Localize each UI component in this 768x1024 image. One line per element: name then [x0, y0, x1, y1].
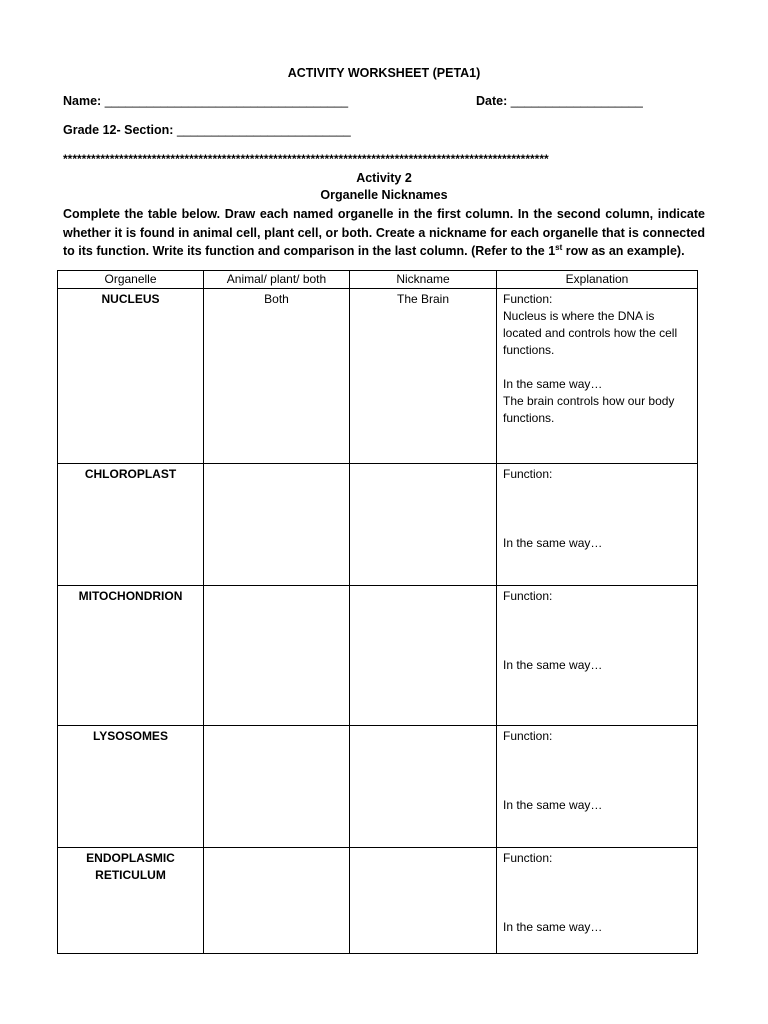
same-way-label: In the same way… — [503, 658, 603, 672]
instructions-text: Complete the table below. Draw each named organelle in the first column. In the second column, indicate whether it is found in animal cell, plant cell, or both. Create a nickname for each organelle that is connected to its function. Write its function and comparison in the last column. (Refer to the 1 — [63, 207, 705, 258]
same-way-text: The brain controls how our body functions. — [503, 394, 675, 425]
function-label: Function: — [503, 292, 553, 306]
table-row-lysosomes — [58, 726, 698, 848]
header-organelle: Organelle — [58, 271, 204, 289]
type-cell[interactable] — [204, 726, 350, 848]
function-label: Function: — [503, 589, 553, 603]
explanation-cell[interactable] — [497, 586, 698, 726]
activity-title: Activity 2 — [356, 171, 412, 185]
date-field — [476, 94, 643, 108]
table-header-row — [58, 271, 698, 289]
explanation-cell[interactable] — [497, 464, 698, 586]
same-way-label: In the same way… — [503, 377, 603, 391]
nickname-cell[interactable] — [350, 848, 497, 954]
grade-section-blank[interactable]: _________________________ — [176, 123, 351, 137]
organelle-table — [57, 270, 698, 954]
same-way-label: In the same way… — [503, 920, 603, 934]
nickname-cell[interactable] — [350, 726, 497, 848]
organelle-cell[interactable]: NUCLEUS — [58, 289, 204, 464]
name-blank[interactable]: ___________________________________ — [104, 94, 349, 108]
header-animal-plant-both: Animal/ plant/ both — [204, 271, 350, 289]
nickname-cell[interactable] — [350, 586, 497, 726]
type-cell[interactable]: Both — [204, 289, 350, 464]
name-label: Name: — [63, 94, 102, 108]
nickname-cell[interactable]: The Brain — [350, 289, 497, 464]
separator-line: ******************************************************************************************************** — [63, 152, 549, 166]
activity-subtitle: Organelle Nicknames — [320, 188, 448, 202]
organelle-cell[interactable]: CHLOROPLAST — [58, 464, 204, 586]
organelle-cell[interactable]: ENDOPLASMIC RETICULUM — [58, 848, 204, 954]
function-label: Function: — [503, 467, 553, 481]
date-label: Date: — [476, 94, 508, 108]
date-blank[interactable]: ___________________ — [510, 94, 643, 108]
worksheet-title: ACTIVITY WORKSHEET (PETA1) — [287, 66, 481, 80]
instructions-text-end: row as an example). — [562, 244, 685, 258]
grade-section-label: Grade 12- Section: — [63, 123, 174, 137]
instructions-superscript: st — [555, 242, 563, 252]
header-explanation: Explanation — [497, 271, 698, 289]
organelle-cell[interactable]: LYSOSOMES — [58, 726, 204, 848]
function-text: Nucleus is where the DNA is located and controls how the cell functions. — [503, 309, 678, 357]
same-way-label: In the same way… — [503, 536, 603, 550]
header-nickname: Nickname — [350, 271, 497, 289]
table-row-mitochondrion — [58, 586, 698, 726]
type-cell[interactable] — [204, 586, 350, 726]
same-way-label: In the same way… — [503, 798, 603, 812]
function-label: Function: — [503, 851, 553, 865]
nickname-cell[interactable] — [350, 464, 497, 586]
explanation-cell[interactable] — [497, 848, 698, 954]
explanation-cell[interactable] — [497, 726, 698, 848]
name-field — [63, 94, 348, 108]
table-row-endoplasmic-reticulum — [58, 848, 698, 954]
type-cell[interactable] — [204, 848, 350, 954]
grade-section-field — [63, 123, 351, 137]
explanation-cell[interactable] — [497, 289, 698, 464]
function-label: Function: — [503, 729, 553, 743]
table-row-nucleus — [58, 289, 698, 464]
organelle-cell[interactable]: MITOCHONDRION — [58, 586, 204, 726]
type-cell[interactable] — [204, 464, 350, 586]
table-row-chloroplast — [58, 464, 698, 586]
instructions — [63, 205, 705, 261]
